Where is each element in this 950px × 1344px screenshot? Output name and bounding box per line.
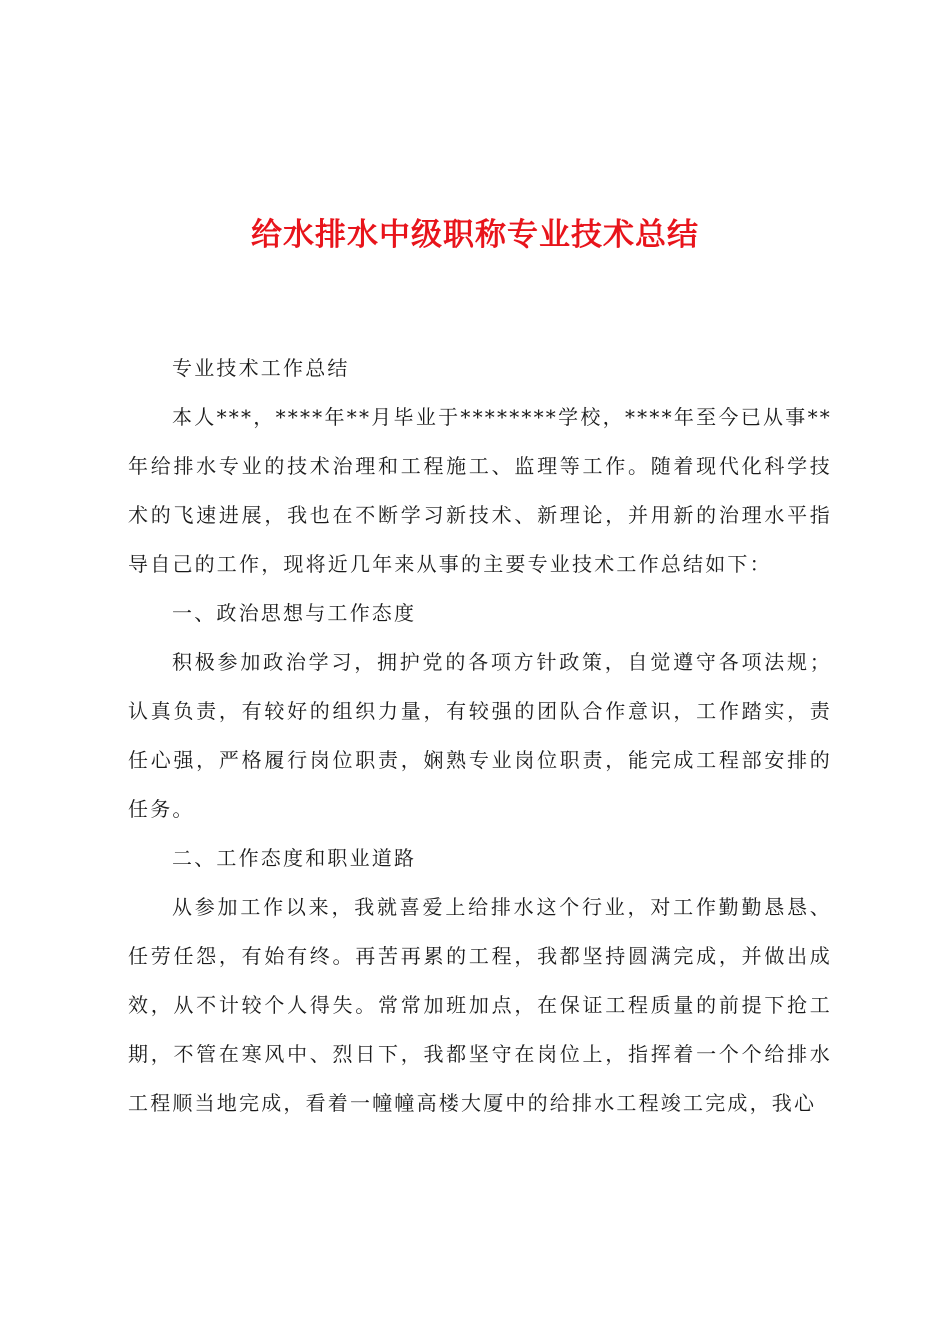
- paragraph-politics-body: 积极参加政治学习，拥护党的各项方针政策，自觉遵守各项法规；认真负责，有较好的组织力量，有较强的团队合作意识，工作踏实，责任心强，严格履行岗位职责，娴熟专业岗位职责，能完成工程部安排的任务。: [128, 650, 832, 821]
- paragraph-section-heading: 专业技术工作总结: [172, 356, 350, 380]
- paragraph-heading-career: 二、工作态度和职业道路: [172, 846, 417, 870]
- document-body: [128, 344, 832, 1128]
- document-title: 给水排水中级职称专业技术总结: [251, 217, 699, 253]
- paragraph-heading-politics: 一、政治思想与工作态度: [172, 601, 417, 625]
- paragraph-career-body: 从参加工作以来，我就喜爱上给排水这个行业，对工作勤勤恳恳、任劳任怨，有始有终。再苦再累的工程，我都坚持圆满完成，并做出成效，从不计较个人得失。常常加班加点，在保证工程质量的前提下抢工期，不管在寒风中、烈日下，我都坚守在岗位上，指挥着一个个给排水工程顺当地完成，看着一幢幢高楼大厦中的给排水工程竣工完成，我心: [128, 895, 832, 1115]
- paragraph-introduction: 本人***，****年**月毕业于********学校，****年至今已从事**年给排水专业的技术治理和工程施工、监理等工作。随着现代化科学技术的飞速进展，我也在不断学习新技术、新理论，并用新的治理水平指导自己的工作，现将近几年来从事的主要专业技术工作总结如下：: [128, 405, 832, 576]
